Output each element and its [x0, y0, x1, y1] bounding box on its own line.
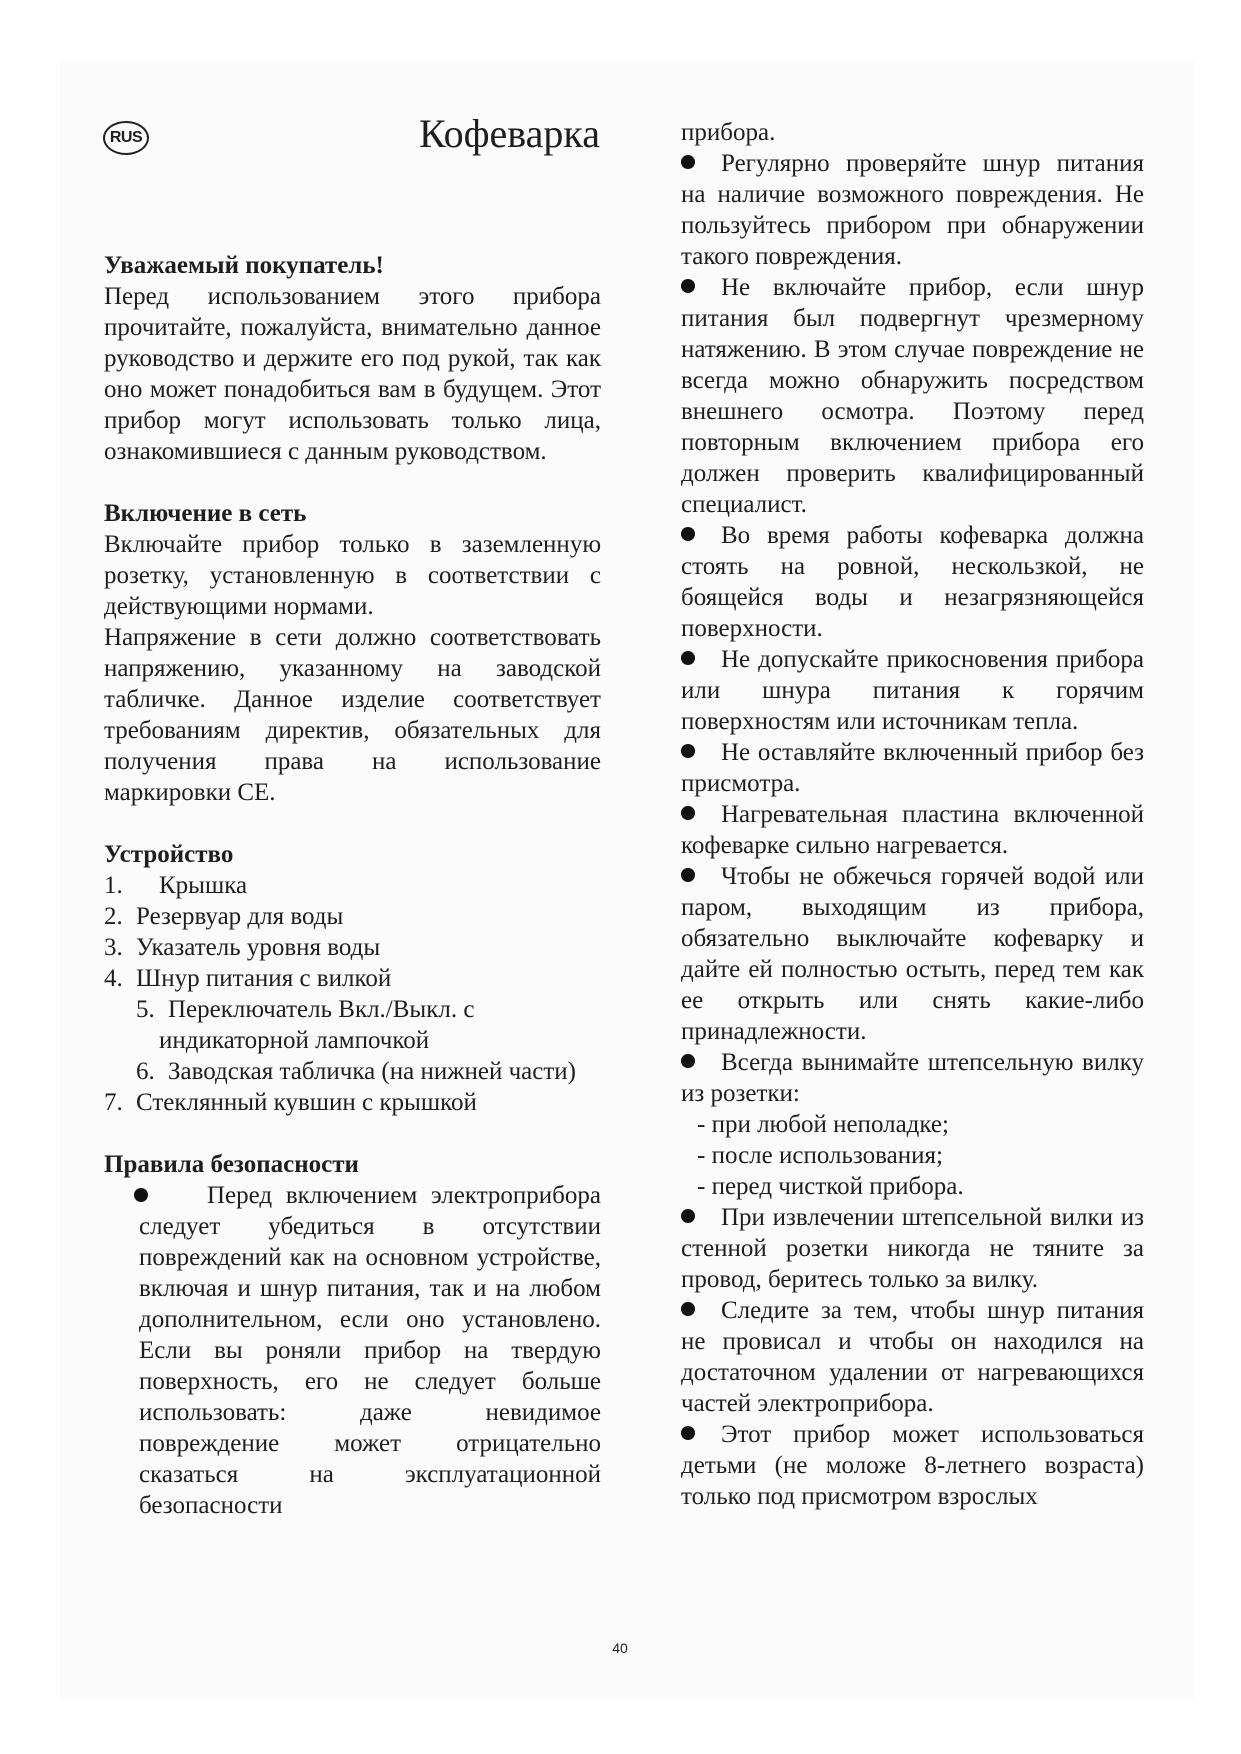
bullet-icon [681, 155, 695, 169]
list-item: 4. Шнур питания с вилкой [104, 965, 392, 992]
safety-bullet: Всегда вынимайте штепсельную вилку из розетки: [681, 1049, 1144, 1107]
safety-bullet: Регулярно проверяйте шнур питания на наличие возможного повреждения. Не пользуйтесь прибором при обнаружении такого повреждения. [681, 150, 1144, 270]
safety-bullet: Во время работы кофеварка должна стоять на ровной, нескользкой, не боящейся воды и незагрязняющейся поверхности. [681, 522, 1144, 642]
safety-heading: Правила безопасности [104, 1151, 359, 1178]
safety-bullet: Следите за тем, чтобы шнур питания не провисал и чтобы он находился на достаточном удалении от нагревающихся частей электроприбора. [681, 1297, 1144, 1417]
safety-bullet-text: Перед включением электроприбора следует убедиться в отсутствии повреждений как на основном устройстве, включая и шнур питания, так и на любом дополнительном, если оно установлено. Если вы роняли прибор на твердую поверхность, его не следует больше использовать: даже невидимое повреждение может отрицательно сказаться на эксплуатационной безопасности [139, 1182, 601, 1519]
list-item: 1. Крышка [104, 872, 248, 899]
list-item: - после использования; [697, 1142, 943, 1169]
bullet-icon [681, 1209, 695, 1223]
list-item: 2. Резервуар для воды [104, 903, 344, 930]
power-heading: Включение в сеть [104, 500, 307, 527]
page-number: 40 [612, 1640, 628, 1656]
safety-bullet [104, 1180, 601, 1521]
power-text-1: Включайте прибор только в заземленную розетку, установленную в соответствии с действующими нормами. [104, 531, 601, 620]
bullet-icon [681, 1302, 695, 1316]
safety-bullet: Нагревательная пластина включенной кофеварке сильно нагревается. [681, 801, 1144, 859]
list-item: 6. Заводская табличка (на нижней части) [136, 1058, 577, 1085]
unplug-cases-list [681, 1109, 1144, 1202]
bullet-icon [681, 1054, 695, 1068]
safety-bullet: Чтобы не обжечься горячей водой или паром, выходящим из прибора, обязательно выключайте кофеварку и дайте ей полностью остыть, перед тем как ее открыть или снять какие-либо принадлежности. [681, 863, 1144, 1045]
right-column [681, 117, 1144, 1512]
list-item: 5. Переключатель Вкл./Выкл. с индикаторной лампочкой [136, 996, 475, 1054]
power-text-2: Напряжение в сети должно соответствовать напряжению, указанному на заводской табличке. Данное изделие соответствует требованиям директив, обязательных для получения права на использование маркировки CE. [104, 624, 601, 806]
bullet-icon [681, 527, 695, 541]
page-title: Кофеварка [418, 111, 600, 156]
bullet-icon [681, 744, 695, 758]
safety-bullet: Не включайте прибор, если шнур питания был подвергнут чрезмерному натяжению. В этом случае повреждение не всегда можно обнаружить посредством внешнего осмотра. Поэтому перед повторным включением прибора его должен проверить квалифицированный специалист. [681, 274, 1144, 518]
device-parts-list [104, 870, 601, 1118]
safety-bullet: При извлечении штепсельной вилки из стенной розетки никогда не тяните за провод, беритесь только за вилку. [681, 1204, 1144, 1293]
greeting-text: Перед использованием этого прибора прочитайте, пожалуйста, внимательно данное руководство и держите его под рукой, так как оно может понадобиться вам в будущем. Этот прибор могут использовать только лица, ознакомившиеся с данным руководством. [104, 283, 601, 465]
language-badge: RUS [103, 121, 149, 155]
bullet-icon [681, 1426, 695, 1440]
greeting-heading: Уважаемый покупатель! [104, 252, 384, 279]
bullet-icon [134, 1188, 148, 1202]
list-item: - перед чисткой прибора. [697, 1173, 964, 1200]
continuation-text: прибора. [681, 119, 776, 146]
bullet-icon [681, 651, 695, 665]
safety-bullet: Не оставляйте включенный прибор без присмотра. [681, 739, 1144, 797]
bullet-icon [681, 279, 695, 293]
device-heading: Устройство [104, 841, 234, 868]
list-item: 7. Стеклянный кувшин с крышкой [104, 1089, 477, 1116]
bullet-icon [681, 868, 695, 882]
bullet-icon [681, 806, 695, 820]
safety-bullet: Этот прибор может использоваться детьми (не моложе 8-летнего возраста) только под присмотром взрослых [681, 1421, 1144, 1510]
list-item: 3. Указатель уровня воды [104, 934, 381, 961]
left-column [104, 250, 601, 1521]
list-item: - при любой неполадке; [697, 1111, 949, 1138]
safety-bullet: Не допускайте прикосновения прибора или шнура питания к горячим поверхностям или источникам тепла. [681, 646, 1144, 735]
